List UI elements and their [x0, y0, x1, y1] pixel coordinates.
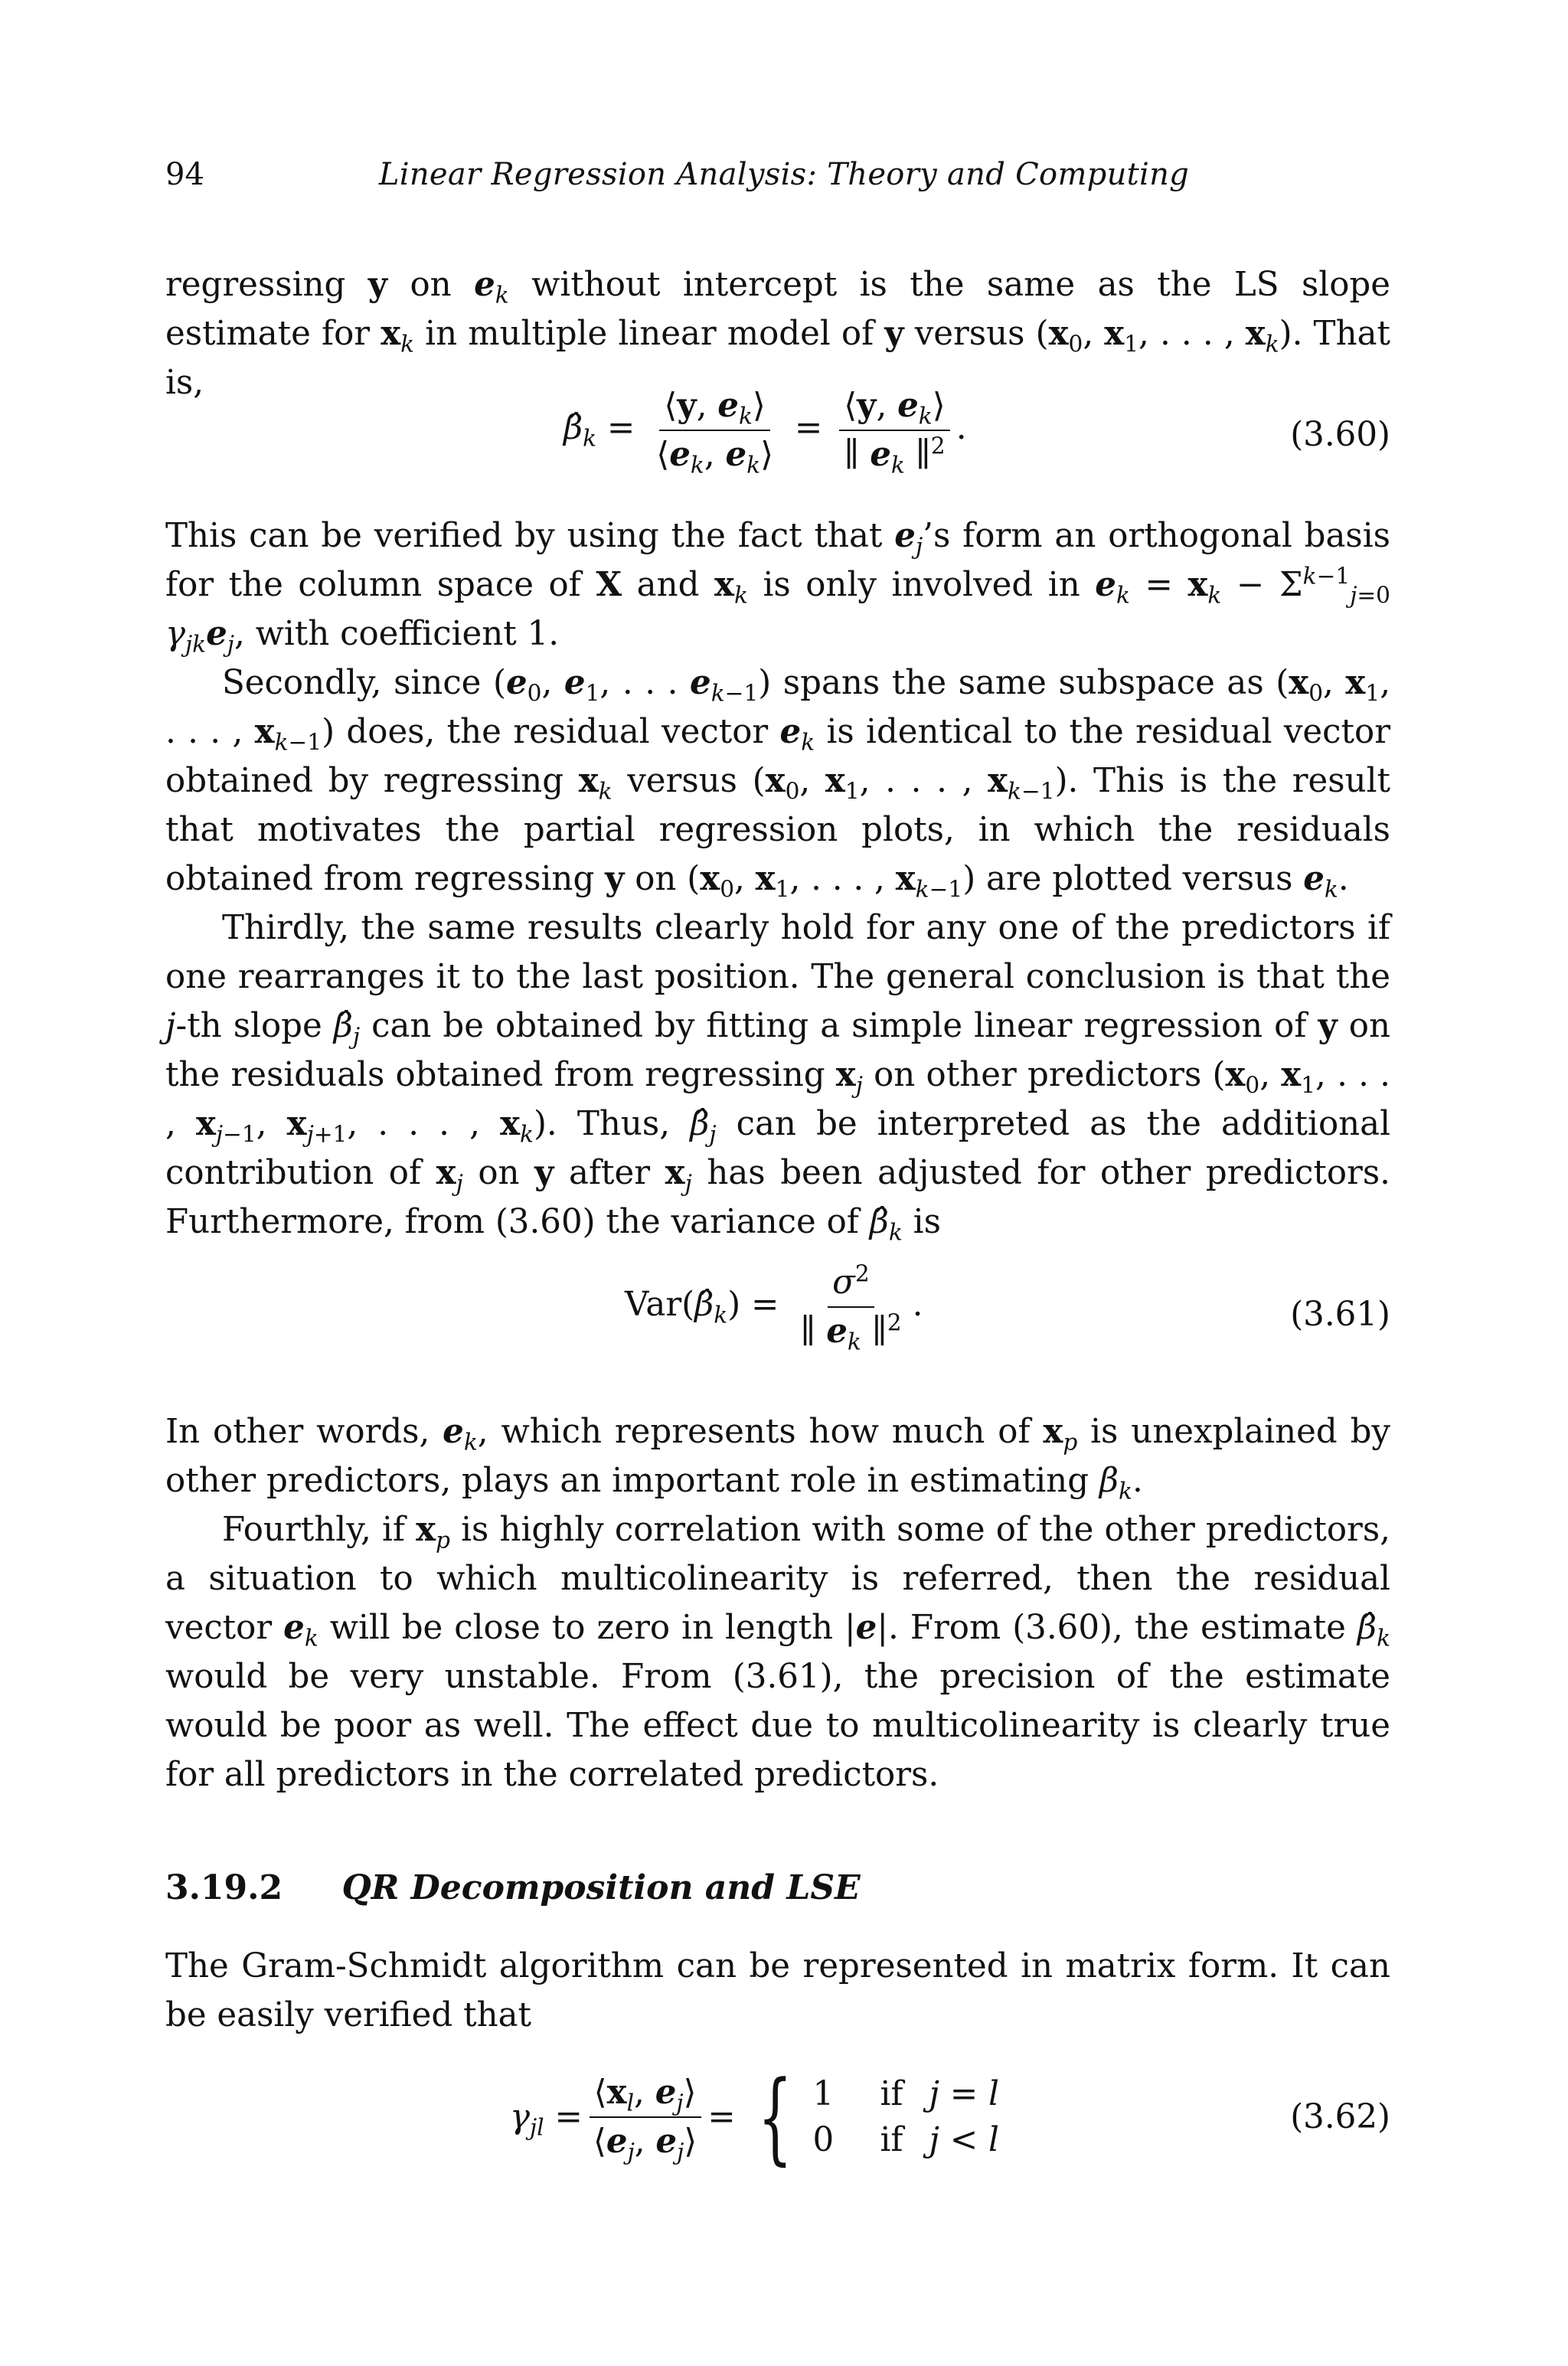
equation-3-61: $Var(\betâ_k)$ = $\frac{\sigma^2}{\parallel e_k \parallel^2}$ . (3.61): [625, 1260, 1390, 1355]
equation-3-62: $\gamma_{jl}$ = $\frac{⟨x_l, e_j⟩}{⟨e_j, e_j⟩}$ = { 1 if j = l 0 if j < l (3.62): [510, 2059, 1390, 2175]
equation-3-60: $\betâ_k$ = $\frac{⟨y, e_k⟩}{⟨e_k, e_k⟩}$ = $\frac{⟨y, e_k⟩}{\parallel e_k \parallel^2}$ . (3.60): [564, 386, 1390, 479]
equation-number: (3.60): [1290, 416, 1390, 454]
page-number: 94: [165, 157, 204, 192]
running-title: Linear Regression Analysis: Theory and Computing: [378, 157, 1190, 192]
section-title: QR Decomposition and LSE: [341, 1868, 861, 1907]
paragraph-3: In other words, $e_k$, which represents how much of $x_p$ is unexplained by other predictors, plays an important role in estimating $\beta_k$. Fourthly, if $x_p$ is highly correlation with some of the other predictors, a situation to which multicolinearity is referred, then the residual vector $e_k$ will be close to zero in length |e|. From (3.60), the estimate $\betâ_k$ would be very unstable. From (3.61), the precision of the estimate would be poor as well. The effect due to multicolinearity is clearly true for all predictors in the correlated predictors.: [165, 1412, 1391, 1794]
page-header: [165, 157, 1403, 203]
equation-number: (3.61): [1290, 1296, 1390, 1334]
section-number: 3.19.2: [165, 1868, 283, 1907]
equation-number: (3.62): [1290, 2098, 1390, 2136]
paragraph-2: This can be verified by using the fact that $e_j’s$ form an orthogonal basis for the column space of X and $x_k$ is only involved in $e_k = x_k - \Sigma^{k-1}_{j=0}$ $\gamma_{jk}e_j$, with coefficient 1. Secondly, since ($e_0$, $e_1$, . . . $e_{k-1}$) spans the same subspace as ($x_0$, $x_1$, . . . , $x_{k-1}$) does, the residual vector $e_k$ is identical to the residual vector obtained by regressing $x_k$ versus ($x_0$, $x_1$, . . . , $x_{k-1}$). This is the result that motivates the partial regression plots, in which the residuals obtained from regressing y on ($x_0$, $x_1$, . . . , $x_{k-1}$) are plotted versus $e_k$. Thirdly, the same results clearly hold for any one of the predictors if one rearranges it to the last position. The general conclusion is that the j-th slope $\betâ_j$ can be obtained by fitting a simple linear regression of y on the residuals obtained from regressing $x_j$ on other predictors ($x_0$, $x_1$, . . . , $x_{j-1}$, $x_{j+1}$, . . . , $x_k$). Thus, $\betâ_j$ can be interpreted as the additional contribution of $x_j$ on y after $x_j$ has been adjusted for other predictors. Furthermore, from (3.60) the variance of $\betâ_k$ is: [165, 516, 1391, 1246]
paragraph-4: The Gram-Schmidt algorithm can be represented in matrix form. It can be easily verified that: [165, 1947, 1390, 2034]
paragraph-1: regressing y on $e_k$ without intercept is the same as the LS slope estimate for $x_k$ in multiple linear model of y versus ($x_0$, $x_1$, . . . , $x_k$). That is,: [165, 265, 1390, 402]
section-heading: [165, 1868, 861, 1907]
